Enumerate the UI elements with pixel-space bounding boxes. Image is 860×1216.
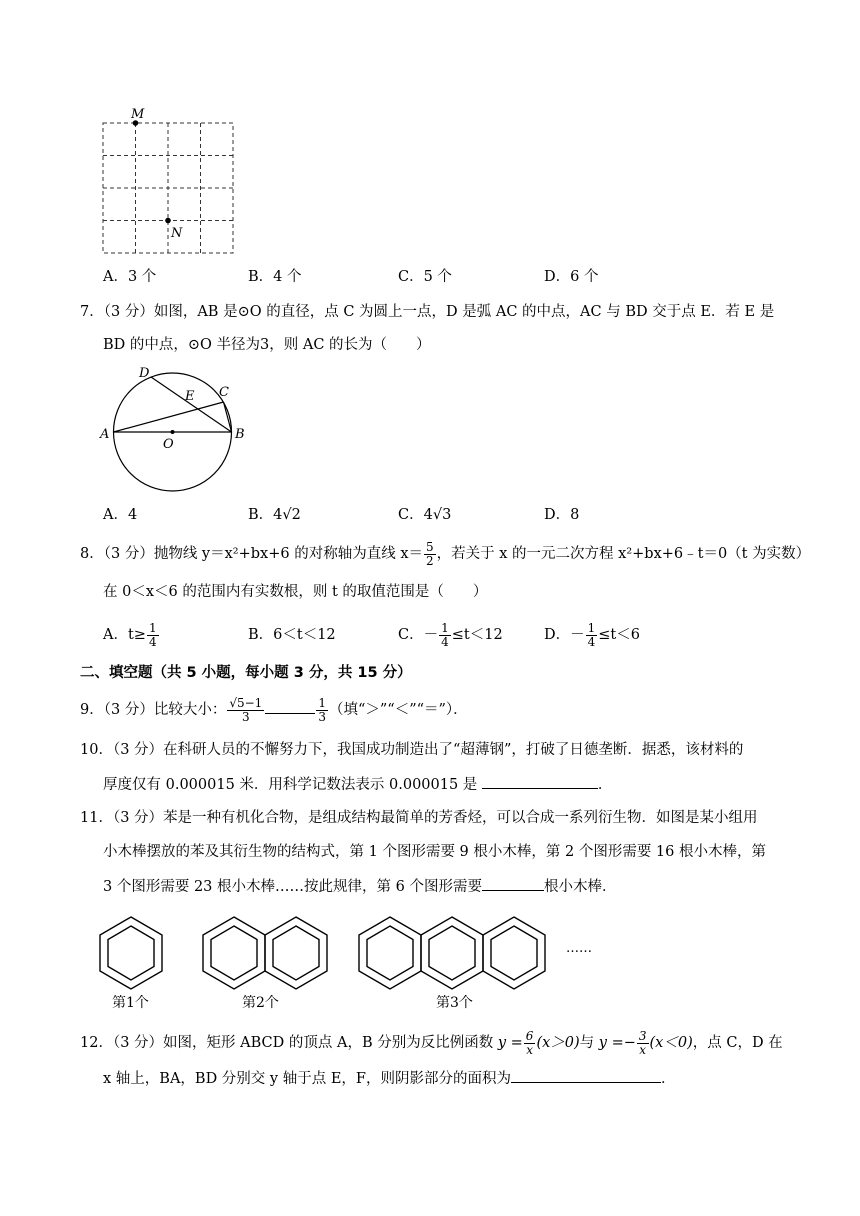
q9-line: 9．（3 分）比较大小： $\frac{√5-1}{3}$ $\frac{1}{3}$ （填“＞”“＜”“＝”）．	[80, 696, 468, 724]
q9-fraction-right: $\frac{1}{3}$	[318, 696, 326, 724]
q9-answer-blank[interactable]	[265, 701, 315, 714]
q9-fraction-left: $\frac{√5-1}{3}$	[229, 696, 263, 724]
q9-score: （3 分）	[103, 702, 154, 719]
grid-figure	[95, 105, 245, 263]
caption-3: 第3个	[436, 995, 473, 1011]
q8-line1: 8．（3 分）抛物线 y＝x²+bx+6 的对称轴为直线 x＝ $\frac{5}{2}$ ，若关于 x 的一元二次方程 x²+bx+6﹣t＝0（t 为实数）	[80, 540, 811, 568]
figure-ellipsis: ……	[566, 941, 592, 956]
q11-line1: 11．（3 分）苯是一种有机化合物，是组成结构最简单的芳香烃，可以合成一系列衍生物．如图是某小组用	[80, 810, 758, 826]
q7-option-a: A．4	[103, 507, 138, 523]
q8-option-c: C．－ $\frac{1}{4}$ ≤t＜12	[398, 621, 503, 649]
q7-option-b: B．4√2	[248, 507, 301, 523]
q9-number: 9．	[80, 702, 104, 719]
q11-number: 11．	[80, 810, 113, 826]
q7-text1: 如图，AB 是⊙O 的直径，点 C 为圆上一点，D 是弧 AC 的中点，AC 与 BD 交于点 E．若 E 是	[153, 304, 775, 320]
q6-option-c: C．5 个	[398, 269, 452, 285]
q11-line2: 小木棒摆放的苯及其衍生物的结构式，第 1 个图形需要 9 根小木棒，第 2 个图形需要 16 根小木棒，第	[103, 844, 766, 860]
label-m: M	[131, 107, 145, 122]
q7-line2: BD 的中点，⊙O 半径为3，则 AC 的长为（ ）	[103, 337, 431, 353]
label-a: A	[100, 427, 110, 442]
q7-option-b-value: 4√2	[273, 507, 301, 523]
q6-option-b: B．4 个	[248, 269, 302, 285]
q10-line2: 厚度仅有 0.000015 米．用科学记数法表示 0.000015 是 ．	[103, 777, 613, 793]
q8-option-b: B．6＜t＜12	[248, 627, 336, 643]
q10-answer-blank[interactable]	[482, 776, 598, 789]
label-e: E	[185, 389, 195, 404]
label-b: B	[235, 427, 245, 442]
point-n	[165, 218, 171, 224]
q11-answer-blank[interactable]	[482, 878, 544, 891]
q11-line3: 3 个图形需要 23 根小木棒……按此规律，第 6 个图形需要 根小木棒．	[103, 879, 617, 895]
q6-option-a: A．3 个	[103, 269, 157, 285]
q12-line2: x 轴上，BA，BD 分别交 y 轴于点 E，F，则阴影部分的面积为 ．	[103, 1071, 676, 1087]
q12-line1: 12．（3 分）如图，矩形 ABCD 的顶点 A，B 分别为反比例函数 y = $\frac{6}{x}$ (x＞0)与 y =− $\frac{3}{x}$ (x＜0)，点 C，D 在	[80, 1029, 783, 1057]
q8-option-d: D．－ $\frac{1}{4}$ ≤t＜6	[544, 621, 640, 649]
q7-option-d: D．8	[544, 507, 580, 523]
q7-option-c-value: 4√3	[423, 507, 452, 523]
q6-option-d: D．6 个	[544, 269, 599, 285]
q8-option-a: A．t≥ $\frac{1}{4}$	[103, 621, 157, 649]
label-n: N	[171, 226, 183, 241]
q8-number: 8．	[80, 546, 104, 563]
q8-line2: 在 0＜x＜6 的范围内有实数根，则 t 的取值范围是（ ）	[103, 584, 488, 600]
caption-1: 第1个	[112, 995, 149, 1011]
q12-score: （3 分）	[112, 1035, 164, 1052]
q12-answer-blank[interactable]	[511, 1070, 661, 1083]
q10-line1: 10．（3 分）在科研人员的不懈努力下，我国成功制造出了“超薄钢”，打破了日德垄断．据悉，该材料的	[80, 742, 744, 758]
q7-line1	[80, 305, 774, 320]
q11-score: （3 分）	[112, 810, 164, 826]
q7-number: 7．	[80, 304, 104, 320]
q7-score: （3 分）	[103, 304, 154, 320]
q8-score: （3 分）	[103, 546, 154, 563]
section-heading: 二、填空题（共 5 小题，每小题 3 分，共 15 分）	[80, 665, 412, 681]
label-d: D	[139, 366, 150, 381]
benzene-figures	[92, 908, 602, 1013]
q12-number: 12．	[80, 1035, 113, 1052]
q8-axis-fraction: $\frac{5}{2}$	[426, 540, 434, 568]
q10-score: （3 分）	[112, 742, 164, 758]
q7-option-c: C．4√3	[398, 507, 452, 523]
q10-number: 10．	[80, 742, 113, 758]
circle-figure	[97, 360, 257, 498]
label-o: O	[163, 437, 174, 452]
label-c: C	[219, 385, 229, 400]
caption-2: 第2个	[242, 995, 279, 1011]
